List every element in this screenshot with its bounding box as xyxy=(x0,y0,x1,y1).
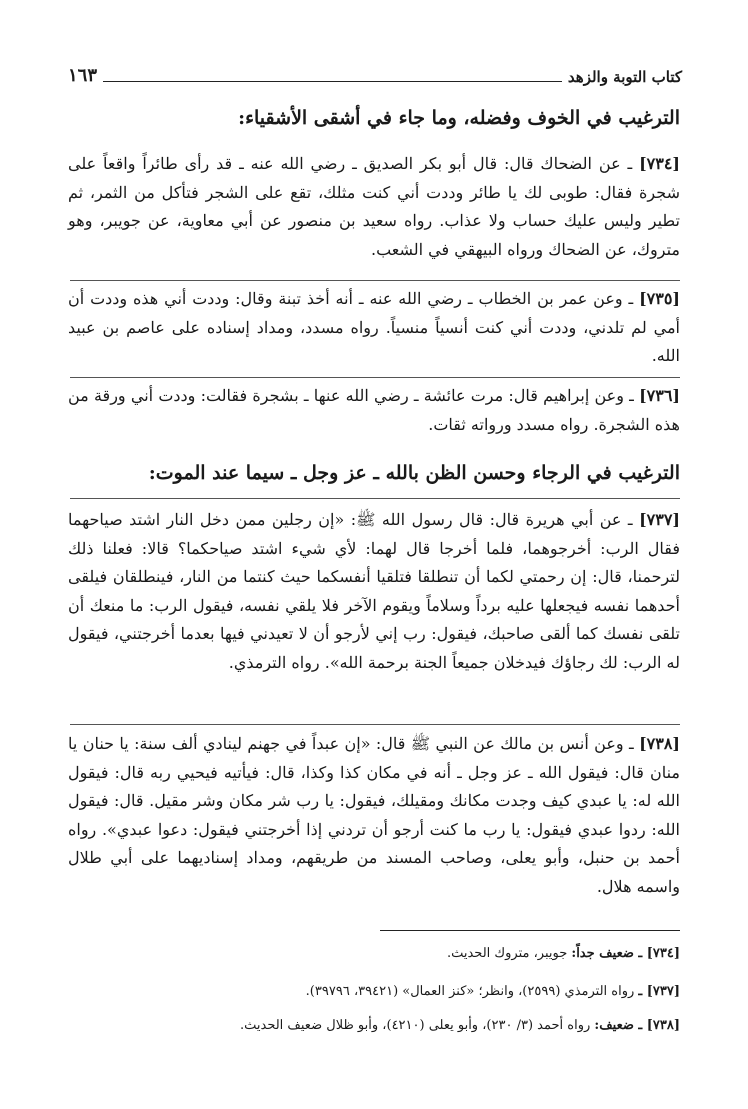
footnote-734 xyxy=(68,944,680,964)
footnote-738 xyxy=(68,1016,680,1036)
hadith-738 xyxy=(68,730,680,901)
footnote-label: [٧٣٧] ـ xyxy=(638,984,680,999)
paragraph-divider xyxy=(70,280,680,281)
footnote-737 xyxy=(68,982,680,1002)
hadith-number: [٧٣٥] xyxy=(639,289,680,308)
running-header xyxy=(68,64,682,86)
footnote-separator xyxy=(380,930,680,931)
paragraph-divider xyxy=(70,377,680,378)
hadith-number: [٧٣٤] xyxy=(639,154,680,173)
footnote-label: [٧٣٨] ـ ضعيف: xyxy=(594,1018,680,1033)
hadith-number: [٧٣٨] xyxy=(639,734,680,753)
footnote-text: رواه أحمد (٣/ ٢٣٠)، وأبو يعلى (٤٢١٠)، وأبو ظلال ضعيف الحديث. xyxy=(239,1018,595,1033)
hadith-text: ـ وعن أنس بن مالك عن النبي ﷺ قال: «إن عبداً في جهنم لينادي ألف سنة: يا حنان يا منان قال: فيقول الله ـ عز وجل ـ أنه في مكان كذا وكذا، قال: فيأتيه فيحيي ربه قال: فيقول الله له: يا عبدي كيف وجدت مكانك ومقيلك، فيقول: يا رب شر مكان وشر مقيل. قال: فيقول الله: ردوا عبدي فيقول: يا رب ما كنت أرجو أن تردني إذا أخرجتني فيقول: دعوا عبدي». رواه أحمد بن حنبل، وأبو يعلى، وصاحب المسند من طريقهم، ومداد إسناديهما على أبي طلال واسمه هلال. xyxy=(68,734,680,896)
hadith-736 xyxy=(68,382,680,439)
hadith-number: [٧٣٧] xyxy=(639,510,680,529)
footnote-text: رواه الترمذي (٢٥٩٩)، وانظر؛ «كنز العمال» (٣٩٤٢١، ٣٩٧٩٦). xyxy=(305,984,639,999)
footnote-label: [٧٣٤] ـ ضعيف جداً: xyxy=(571,946,680,961)
hadith-735 xyxy=(68,285,680,371)
hadith-text: ـ عن الضحاك قال: قال أبو بكر الصديق ـ رضي الله عنه ـ قد رأى طائراً واقعاً على شجرة فقال: طوبى لك يا طائر وددت أني كنت مثلك، تقع على الشجر فتأكل من الثمر، ثم تطير وليس عليك حساب ولا عذاب. رواه سعيد بن منصور عن أبي معاوية، عن جويبر، وهو متروك، عن الضحاك ورواه البيهقي في الشعب. xyxy=(68,154,680,259)
paragraph-divider xyxy=(70,498,680,499)
hadith-737 xyxy=(68,506,680,677)
section-heading-hope: الترغيب في الرجاء وحسن الظن بالله ـ عز وجل ـ سيما عند الموت: xyxy=(148,462,680,484)
paragraph-divider xyxy=(70,724,680,725)
hadith-number: [٧٣٦] xyxy=(639,386,680,405)
footnote-text: جويبر، متروك الحديث. xyxy=(446,946,572,961)
section-heading-fear: الترغيب في الخوف وفضله، وما جاء في أشقى الأشقياء: xyxy=(238,107,680,129)
book-title: كتاب التوبة والزهد xyxy=(567,68,682,86)
hadith-text: ـ وعن عمر بن الخطاب ـ رضي الله عنه ـ أنه أخذ تبنة وقال: وددت أني هذه وددت أن أمي لم تلدني، وددت أني كنت أنسياً منسياً. رواه مسدد، ومداد إسناده على عاصم بن عبيد الله. xyxy=(68,289,680,365)
hadith-734 xyxy=(68,150,680,264)
hadith-text: ـ وعن إبراهيم قال: مرت عائشة ـ رضي الله عنها ـ بشجرة فقالت: وددت أني ورقة من هذه الشجرة. رواه مسدد ورواته ثقات. xyxy=(68,386,680,434)
hadith-text: ـ عن أبي هريرة قال: قال رسول الله ﷺ: «إن رجلين ممن دخل النار اشتد صياحهما فقال الرب: أخرجوهما، فلما أخرجا قال لهما: لأي شيء اشتد صياحكما؟ قالا: فعلنا ذلك لترحمنا، قال: إن رحمتي لكما أن تنطلقا فتلقيا أنفسكما حيث كنتما من النار، فينطلقان فيلقى أحدهما نفسه فيجعلها عليه برداً وسلاماً ويقوم الآخر فلا يلقي نفسه، فيقول الرب: ما منعك أن تلقى نفسك كما ألقى صاحبك، فيقول: رب إني لأرجو أن لا تعيدني فيها بعدما أخرجتني، فيقول له الرب: لك رجاؤك فيدخلان جميعاً الجنة برحمة الله». رواه الترمذي. xyxy=(68,510,680,672)
header-rule xyxy=(103,81,562,82)
page-number: ١٦٣ xyxy=(68,65,98,86)
